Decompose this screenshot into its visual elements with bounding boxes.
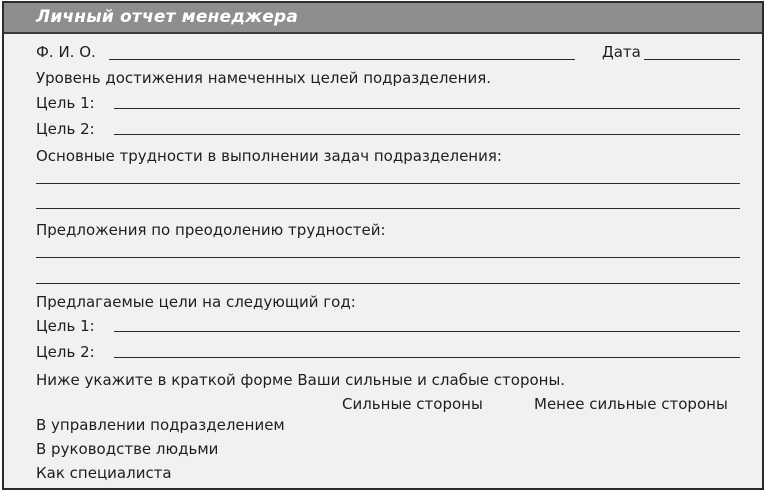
- strengths-instruction: Ниже укажите в краткой форме Ваши сильные и слабые стороны.: [36, 371, 566, 389]
- difficulties-line-2[interactable]: [36, 208, 740, 209]
- achievement-goal-2-field[interactable]: [114, 134, 740, 135]
- achievement-goal-2-label: Цель 2:: [36, 120, 95, 138]
- manager-report-form: [2, 1, 764, 490]
- difficulties-heading: Основные трудности в выполнении задач подразделения:: [36, 147, 502, 165]
- form-header: [4, 3, 762, 34]
- proposals-line-1[interactable]: [36, 257, 740, 258]
- difficulties-line-1[interactable]: [36, 183, 740, 184]
- weak-sides-column-header: Менее сильные стороны: [534, 395, 728, 413]
- proposals-line-2[interactable]: [36, 283, 740, 284]
- fio-label: Ф. И. О.: [36, 43, 96, 61]
- achievement-goal-1-label: Цель 1:: [36, 94, 95, 112]
- fio-field[interactable]: [109, 59, 575, 60]
- form-title: Личный отчет менеджера: [36, 7, 299, 27]
- date-field[interactable]: [644, 59, 740, 60]
- next-year-goals-heading: Предлагаемые цели на следующий год:: [36, 293, 356, 311]
- strong-sides-column-header: Сильные стороны: [342, 395, 483, 413]
- strengths-row-leadership: В руководстве людьми: [36, 440, 219, 458]
- achievement-goal-1-field[interactable]: [114, 108, 740, 109]
- next-year-goal-2-field[interactable]: [114, 357, 740, 358]
- date-label: Дата: [602, 43, 641, 61]
- next-year-goal-2-label: Цель 2:: [36, 343, 95, 361]
- strengths-row-management: В управлении подразделением: [36, 416, 285, 434]
- next-year-goal-1-label: Цель 1:: [36, 317, 95, 335]
- strengths-row-specialist: Как специалиста: [36, 464, 172, 482]
- proposals-heading: Предложения по преодолению трудностей:: [36, 221, 386, 239]
- goals-achievement-heading: Уровень достижения намеченных целей подразделения.: [36, 69, 492, 87]
- next-year-goal-1-field[interactable]: [114, 331, 740, 332]
